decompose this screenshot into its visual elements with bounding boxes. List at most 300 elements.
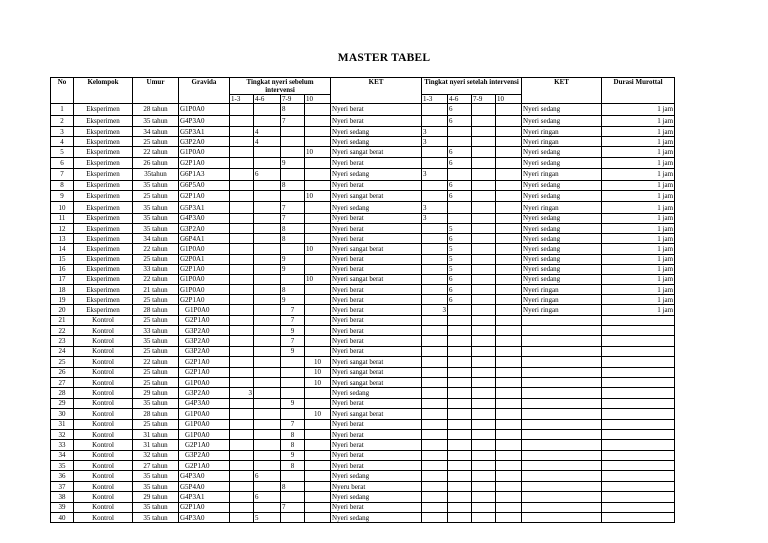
table-row: [51, 104, 675, 116]
cell-durasi: 1 jam: [602, 157, 675, 169]
cell-pre-1-3: [230, 305, 254, 315]
cell-durasi: 1 jam: [602, 223, 675, 233]
table-row: [51, 346, 675, 356]
cell-gravida: G6P4A1: [179, 234, 230, 244]
cell-post-7-9: [472, 346, 496, 356]
cell-pre-4-6: [254, 234, 281, 244]
cell-pre-4-6: [254, 419, 281, 429]
cell-post-7-9: [472, 234, 496, 244]
cell-umur: 22 tahun: [133, 244, 179, 254]
cell-durasi: [602, 440, 675, 450]
cell-post-10: [496, 377, 522, 387]
cell-pre-4-6: [254, 305, 281, 315]
cell-ket-after: Nyeri sedang: [522, 213, 602, 223]
cell-post-1-3: [422, 513, 448, 523]
cell-pre-7-9: 8: [281, 223, 305, 233]
cell-post-10: [496, 234, 522, 244]
cell-ket-after: [522, 336, 602, 346]
cell-post-4-6: [448, 440, 472, 450]
cell-post-4-6: 6: [448, 234, 472, 244]
cell-post-10: [496, 513, 522, 523]
cell-post-10: [496, 285, 522, 295]
cell-post-7-9: [472, 157, 496, 169]
cell-post-4-6: [448, 305, 472, 315]
cell-post-1-3: 3: [422, 127, 448, 137]
cell-pre-1-3: [230, 169, 254, 181]
cell-pre-7-9: [281, 127, 305, 137]
cell-ket-after: Nyeri sedang: [522, 190, 602, 202]
cell-pre-1-3: [230, 315, 254, 325]
cell-ket-before: Nyeri berat: [331, 264, 422, 274]
cell-post-4-6: [448, 169, 472, 181]
cell-ket-before: Nyeri berat: [331, 429, 422, 439]
cell-pre-10: [305, 440, 331, 450]
cell-pre-10: [305, 213, 331, 223]
cell-ket-before: Nyeri sedang: [331, 127, 422, 137]
cell-no: 39: [51, 502, 74, 512]
cell-gravida: G4P3A0: [179, 213, 230, 223]
cell-post-7-9: [472, 471, 496, 481]
cell-post-7-9: [472, 264, 496, 274]
cell-post-10: [496, 213, 522, 223]
cell-post-4-6: [448, 409, 472, 419]
cell-no: 21: [51, 315, 74, 325]
cell-gravida: G3P2A0: [179, 346, 230, 356]
header-ket-before: KET: [331, 78, 422, 104]
cell-pre-1-3: 3: [230, 388, 254, 398]
cell-post-4-6: [448, 377, 472, 387]
cell-umur: 31 tahun: [133, 440, 179, 450]
cell-post-1-3: [422, 147, 448, 157]
cell-ket-before: Nyeri sedang: [331, 513, 422, 523]
cell-pre-1-3: [230, 461, 254, 471]
header-umur: Umur: [133, 78, 179, 104]
cell-pre-7-9: 8: [281, 461, 305, 471]
cell-durasi: [602, 315, 675, 325]
cell-ket-before: Nyeri berat: [331, 440, 422, 450]
cell-ket-before: Nyeri sangat berat: [331, 274, 422, 284]
cell-ket-after: Nyeri ringan: [522, 137, 602, 147]
cell-no: 18: [51, 285, 74, 295]
cell-pre-4-6: [254, 346, 281, 356]
cell-post-7-9: [472, 450, 496, 460]
cell-post-4-6: [448, 357, 472, 367]
cell-post-4-6: 6: [448, 190, 472, 202]
table-row: [51, 461, 675, 471]
cell-pre-10: 10: [305, 274, 331, 284]
cell-pre-4-6: [254, 285, 281, 295]
cell-ket-after: [522, 315, 602, 325]
cell-kelompok: Eksperimen: [74, 264, 133, 274]
cell-ket-before: Nyeri sangat berat: [331, 367, 422, 377]
cell-ket-before: Nyeri sedang: [331, 471, 422, 481]
cell-post-4-6: 5: [448, 223, 472, 233]
cell-post-10: [496, 274, 522, 284]
cell-post-10: [496, 305, 522, 315]
cell-post-7-9: [472, 190, 496, 202]
cell-pre-4-6: [254, 367, 281, 377]
cell-durasi: [602, 429, 675, 439]
cell-pre-10: [305, 234, 331, 244]
cell-post-1-3: 3: [422, 137, 448, 147]
cell-ket-before: Nyeri sedang: [331, 202, 422, 214]
cell-pre-4-6: [254, 481, 281, 491]
cell-pre-1-3: [230, 336, 254, 346]
cell-post-7-9: [472, 315, 496, 325]
cell-umur: 29 tahun: [133, 388, 179, 398]
cell-umur: 35 tahun: [133, 115, 179, 127]
cell-no: 2: [51, 115, 74, 127]
cell-post-7-9: [472, 137, 496, 147]
cell-post-10: [496, 346, 522, 356]
cell-ket-after: [522, 461, 602, 471]
cell-post-4-6: [448, 429, 472, 439]
cell-pre-7-9: [281, 409, 305, 419]
cell-pre-1-3: [230, 244, 254, 254]
cell-no: 6: [51, 157, 74, 169]
cell-kelompok: Eksperimen: [74, 244, 133, 254]
cell-no: 12: [51, 223, 74, 233]
cell-post-10: [496, 481, 522, 491]
cell-ket-after: [522, 367, 602, 377]
cell-post-7-9: [472, 492, 496, 502]
cell-durasi: [602, 326, 675, 336]
cell-no: 1: [51, 104, 74, 116]
range-label: 4-6: [448, 95, 472, 104]
cell-pre-4-6: [254, 223, 281, 233]
cell-gravida: G3P2A0: [179, 450, 230, 460]
cell-post-7-9: [472, 367, 496, 377]
cell-post-1-3: [422, 357, 448, 367]
cell-ket-after: Nyeri sedang: [522, 180, 602, 190]
header-ket-after: KET: [522, 78, 602, 104]
cell-pre-7-9: 7: [281, 336, 305, 346]
table-body: [51, 104, 675, 523]
range-label: 4-6: [254, 95, 281, 104]
cell-umur: 35 tahun: [133, 398, 179, 408]
cell-ket-after: Nyeri ringan: [522, 285, 602, 295]
cell-gravida: G5P3A1: [179, 127, 230, 137]
cell-umur: 22 tahun: [133, 147, 179, 157]
cell-post-1-3: [422, 274, 448, 284]
cell-post-10: [496, 502, 522, 512]
cell-ket-before: Nyeri berat: [331, 461, 422, 471]
cell-pre-1-3: [230, 137, 254, 147]
cell-pre-10: [305, 295, 331, 305]
cell-ket-before: Nyeri berat: [331, 234, 422, 244]
table-row: [51, 513, 675, 523]
cell-no: 5: [51, 147, 74, 157]
cell-pre-10: [305, 254, 331, 264]
cell-gravida: G2P1A0: [179, 315, 230, 325]
cell-post-7-9: [472, 274, 496, 284]
cell-ket-after: [522, 419, 602, 429]
cell-pre-1-3: [230, 285, 254, 295]
cell-umur: 28 tahun: [133, 104, 179, 116]
cell-pre-1-3: [230, 357, 254, 367]
table-row: [51, 409, 675, 419]
cell-pre-10: [305, 513, 331, 523]
cell-post-10: [496, 409, 522, 419]
cell-pre-7-9: 9: [281, 295, 305, 305]
cell-kelompok: Eksperimen: [74, 305, 133, 315]
cell-pre-1-3: [230, 409, 254, 419]
cell-umur: 33 tahun: [133, 326, 179, 336]
cell-durasi: 1 jam: [602, 305, 675, 315]
cell-pre-10: [305, 461, 331, 471]
cell-umur: 34 tahun: [133, 127, 179, 137]
table-row: [51, 264, 675, 274]
table-row: [51, 244, 675, 254]
cell-umur: 33 tahun: [133, 264, 179, 274]
cell-ket-before: Nyeri berat: [331, 419, 422, 429]
cell-durasi: [602, 450, 675, 460]
cell-durasi: [602, 409, 675, 419]
cell-pre-7-9: 7: [281, 305, 305, 315]
header-no: No: [51, 78, 74, 104]
cell-gravida: G1P0A0: [179, 147, 230, 157]
cell-post-7-9: [472, 180, 496, 190]
cell-ket-after: [522, 502, 602, 512]
cell-pre-7-9: 8: [281, 440, 305, 450]
cell-durasi: 1 jam: [602, 104, 675, 116]
cell-post-1-3: [422, 481, 448, 491]
table-row: [51, 115, 675, 127]
cell-ket-before: Nyeri berat: [331, 223, 422, 233]
cell-pre-10: [305, 388, 331, 398]
cell-pre-7-9: 9: [281, 157, 305, 169]
cell-pre-1-3: [230, 481, 254, 491]
cell-gravida: G6P1A3: [179, 169, 230, 181]
cell-ket-before: Nyeri berat: [331, 450, 422, 460]
cell-pre-10: [305, 169, 331, 181]
cell-post-1-3: [422, 315, 448, 325]
table-row: [51, 223, 675, 233]
cell-umur: 35tahun: [133, 169, 179, 181]
cell-post-10: [496, 357, 522, 367]
cell-umur: 35 tahun: [133, 336, 179, 346]
cell-post-10: [496, 254, 522, 264]
cell-ket-before: Nyeri berat: [331, 346, 422, 356]
cell-ket-after: [522, 326, 602, 336]
cell-ket-before: Nyeri berat: [331, 305, 422, 315]
cell-kelompok: Kontrol: [74, 346, 133, 356]
cell-umur: 25 tahun: [133, 190, 179, 202]
cell-no: 16: [51, 264, 74, 274]
table-row: [51, 295, 675, 305]
cell-pre-7-9: 9: [281, 398, 305, 408]
cell-durasi: [602, 481, 675, 491]
cell-pre-4-6: [254, 336, 281, 346]
cell-kelompok: Eksperimen: [74, 285, 133, 295]
cell-pre-7-9: 9: [281, 264, 305, 274]
table-row: [51, 377, 675, 387]
cell-no: 37: [51, 481, 74, 491]
table-row: [51, 169, 675, 181]
cell-ket-before: Nyeri sangat berat: [331, 147, 422, 157]
cell-ket-after: Nyeri sedang: [522, 274, 602, 284]
cell-pre-1-3: [230, 295, 254, 305]
cell-umur: 26 tahun: [133, 157, 179, 169]
range-label: 10: [496, 95, 522, 104]
cell-umur: 31 tahun: [133, 429, 179, 439]
cell-pre-10: [305, 264, 331, 274]
cell-pre-7-9: 7: [281, 315, 305, 325]
table-row: [51, 190, 675, 202]
cell-pre-4-6: [254, 388, 281, 398]
cell-pre-4-6: [254, 115, 281, 127]
cell-kelompok: Kontrol: [74, 357, 133, 367]
cell-pre-10: 10: [305, 190, 331, 202]
cell-post-4-6: [448, 513, 472, 523]
cell-kelompok: Eksperimen: [74, 274, 133, 284]
cell-post-4-6: 5: [448, 264, 472, 274]
range-label: 10: [305, 95, 331, 104]
cell-durasi: [602, 336, 675, 346]
cell-pre-1-3: [230, 274, 254, 284]
cell-pre-4-6: [254, 357, 281, 367]
cell-pre-4-6: [254, 315, 281, 325]
cell-ket-before: Nyeri berat: [331, 336, 422, 346]
cell-post-1-3: [422, 502, 448, 512]
cell-ket-after: [522, 440, 602, 450]
table-row: [51, 180, 675, 190]
cell-kelompok: Eksperimen: [74, 169, 133, 181]
cell-ket-after: Nyeri sedang: [522, 104, 602, 116]
cell-gravida: G2P1A0: [179, 264, 230, 274]
cell-pre-4-6: [254, 429, 281, 439]
cell-ket-after: [522, 388, 602, 398]
cell-pre-4-6: [254, 213, 281, 223]
cell-durasi: [602, 357, 675, 367]
cell-pre-7-9: 8: [281, 104, 305, 116]
cell-no: 23: [51, 336, 74, 346]
cell-durasi: [602, 419, 675, 429]
cell-kelompok: Eksperimen: [74, 115, 133, 127]
cell-pre-10: [305, 450, 331, 460]
header-row: [51, 78, 675, 95]
cell-ket-after: Nyeri sedang: [522, 115, 602, 127]
cell-post-1-3: 3: [422, 305, 448, 315]
cell-no: 8: [51, 180, 74, 190]
cell-umur: 25 tahun: [133, 295, 179, 305]
cell-kelompok: Kontrol: [74, 513, 133, 523]
cell-no: 13: [51, 234, 74, 244]
cell-post-7-9: [472, 481, 496, 491]
cell-ket-after: Nyeri ringan: [522, 305, 602, 315]
cell-post-10: [496, 223, 522, 233]
cell-pre-1-3: [230, 367, 254, 377]
cell-pre-7-9: [281, 357, 305, 367]
cell-umur: 25 tahun: [133, 346, 179, 356]
cell-post-1-3: [422, 190, 448, 202]
cell-pre-10: [305, 115, 331, 127]
cell-kelompok: Kontrol: [74, 367, 133, 377]
cell-post-10: [496, 157, 522, 169]
cell-pre-4-6: [254, 104, 281, 116]
cell-pre-10: [305, 502, 331, 512]
cell-post-10: [496, 190, 522, 202]
cell-umur: 35 tahun: [133, 513, 179, 523]
cell-post-7-9: [472, 213, 496, 223]
cell-umur: 34 tahun: [133, 234, 179, 244]
cell-ket-before: Nyeri sangat berat: [331, 190, 422, 202]
cell-post-7-9: [472, 115, 496, 127]
cell-kelompok: Kontrol: [74, 492, 133, 502]
cell-gravida: G2P1A0: [179, 502, 230, 512]
cell-gravida: G1P0A0: [179, 274, 230, 284]
table-row: [51, 326, 675, 336]
cell-no: 3: [51, 127, 74, 137]
cell-pre-10: [305, 419, 331, 429]
cell-post-1-3: [422, 285, 448, 295]
cell-post-1-3: [422, 264, 448, 274]
cell-durasi: 1 jam: [602, 264, 675, 274]
cell-post-4-6: [448, 213, 472, 223]
cell-kelompok: Kontrol: [74, 440, 133, 450]
cell-umur: 35 tahun: [133, 481, 179, 491]
cell-pre-4-6: [254, 440, 281, 450]
cell-post-1-3: 3: [422, 202, 448, 214]
cell-pre-7-9: [281, 471, 305, 481]
cell-pre-10: [305, 429, 331, 439]
cell-post-10: [496, 115, 522, 127]
cell-pre-1-3: [230, 429, 254, 439]
cell-post-1-3: [422, 244, 448, 254]
cell-ket-before: Nyeru berat: [331, 481, 422, 491]
cell-gravida: G2P1A0: [179, 461, 230, 471]
cell-pre-4-6: [254, 190, 281, 202]
cell-kelompok: Kontrol: [74, 502, 133, 512]
cell-gravida: G4P3A0: [179, 471, 230, 481]
cell-no: 11: [51, 213, 74, 223]
cell-pre-10: [305, 326, 331, 336]
cell-pre-4-6: [254, 254, 281, 264]
cell-pre-7-9: 7: [281, 202, 305, 214]
cell-pre-4-6: 6: [254, 169, 281, 181]
cell-gravida: G2P1A0: [179, 440, 230, 450]
cell-post-7-9: [472, 169, 496, 181]
cell-ket-after: Nyeri sedang: [522, 223, 602, 233]
cell-pre-10: [305, 137, 331, 147]
cell-no: 24: [51, 346, 74, 356]
cell-pre-7-9: [281, 147, 305, 157]
cell-pre-10: [305, 336, 331, 346]
cell-pre-10: [305, 471, 331, 481]
cell-ket-before: Nyeri berat: [331, 295, 422, 305]
cell-post-4-6: [448, 315, 472, 325]
cell-post-7-9: [472, 440, 496, 450]
cell-post-1-3: [422, 440, 448, 450]
cell-pre-7-9: 8: [281, 285, 305, 295]
table-row: [51, 305, 675, 315]
cell-pre-4-6: [254, 180, 281, 190]
cell-post-1-3: [422, 409, 448, 419]
cell-kelompok: Eksperimen: [74, 234, 133, 244]
cell-kelompok: Eksperimen: [74, 190, 133, 202]
cell-kelompok: Eksperimen: [74, 295, 133, 305]
cell-ket-before: Nyeri sangat berat: [331, 244, 422, 254]
table-row: [51, 398, 675, 408]
cell-kelompok: Kontrol: [74, 388, 133, 398]
cell-post-1-3: 3: [422, 169, 448, 181]
cell-post-7-9: [472, 223, 496, 233]
cell-post-7-9: [472, 429, 496, 439]
cell-pre-10: [305, 315, 331, 325]
cell-pre-7-9: [281, 388, 305, 398]
cell-ket-after: Nyeri ringan: [522, 127, 602, 137]
cell-umur: 22 tahun: [133, 274, 179, 284]
